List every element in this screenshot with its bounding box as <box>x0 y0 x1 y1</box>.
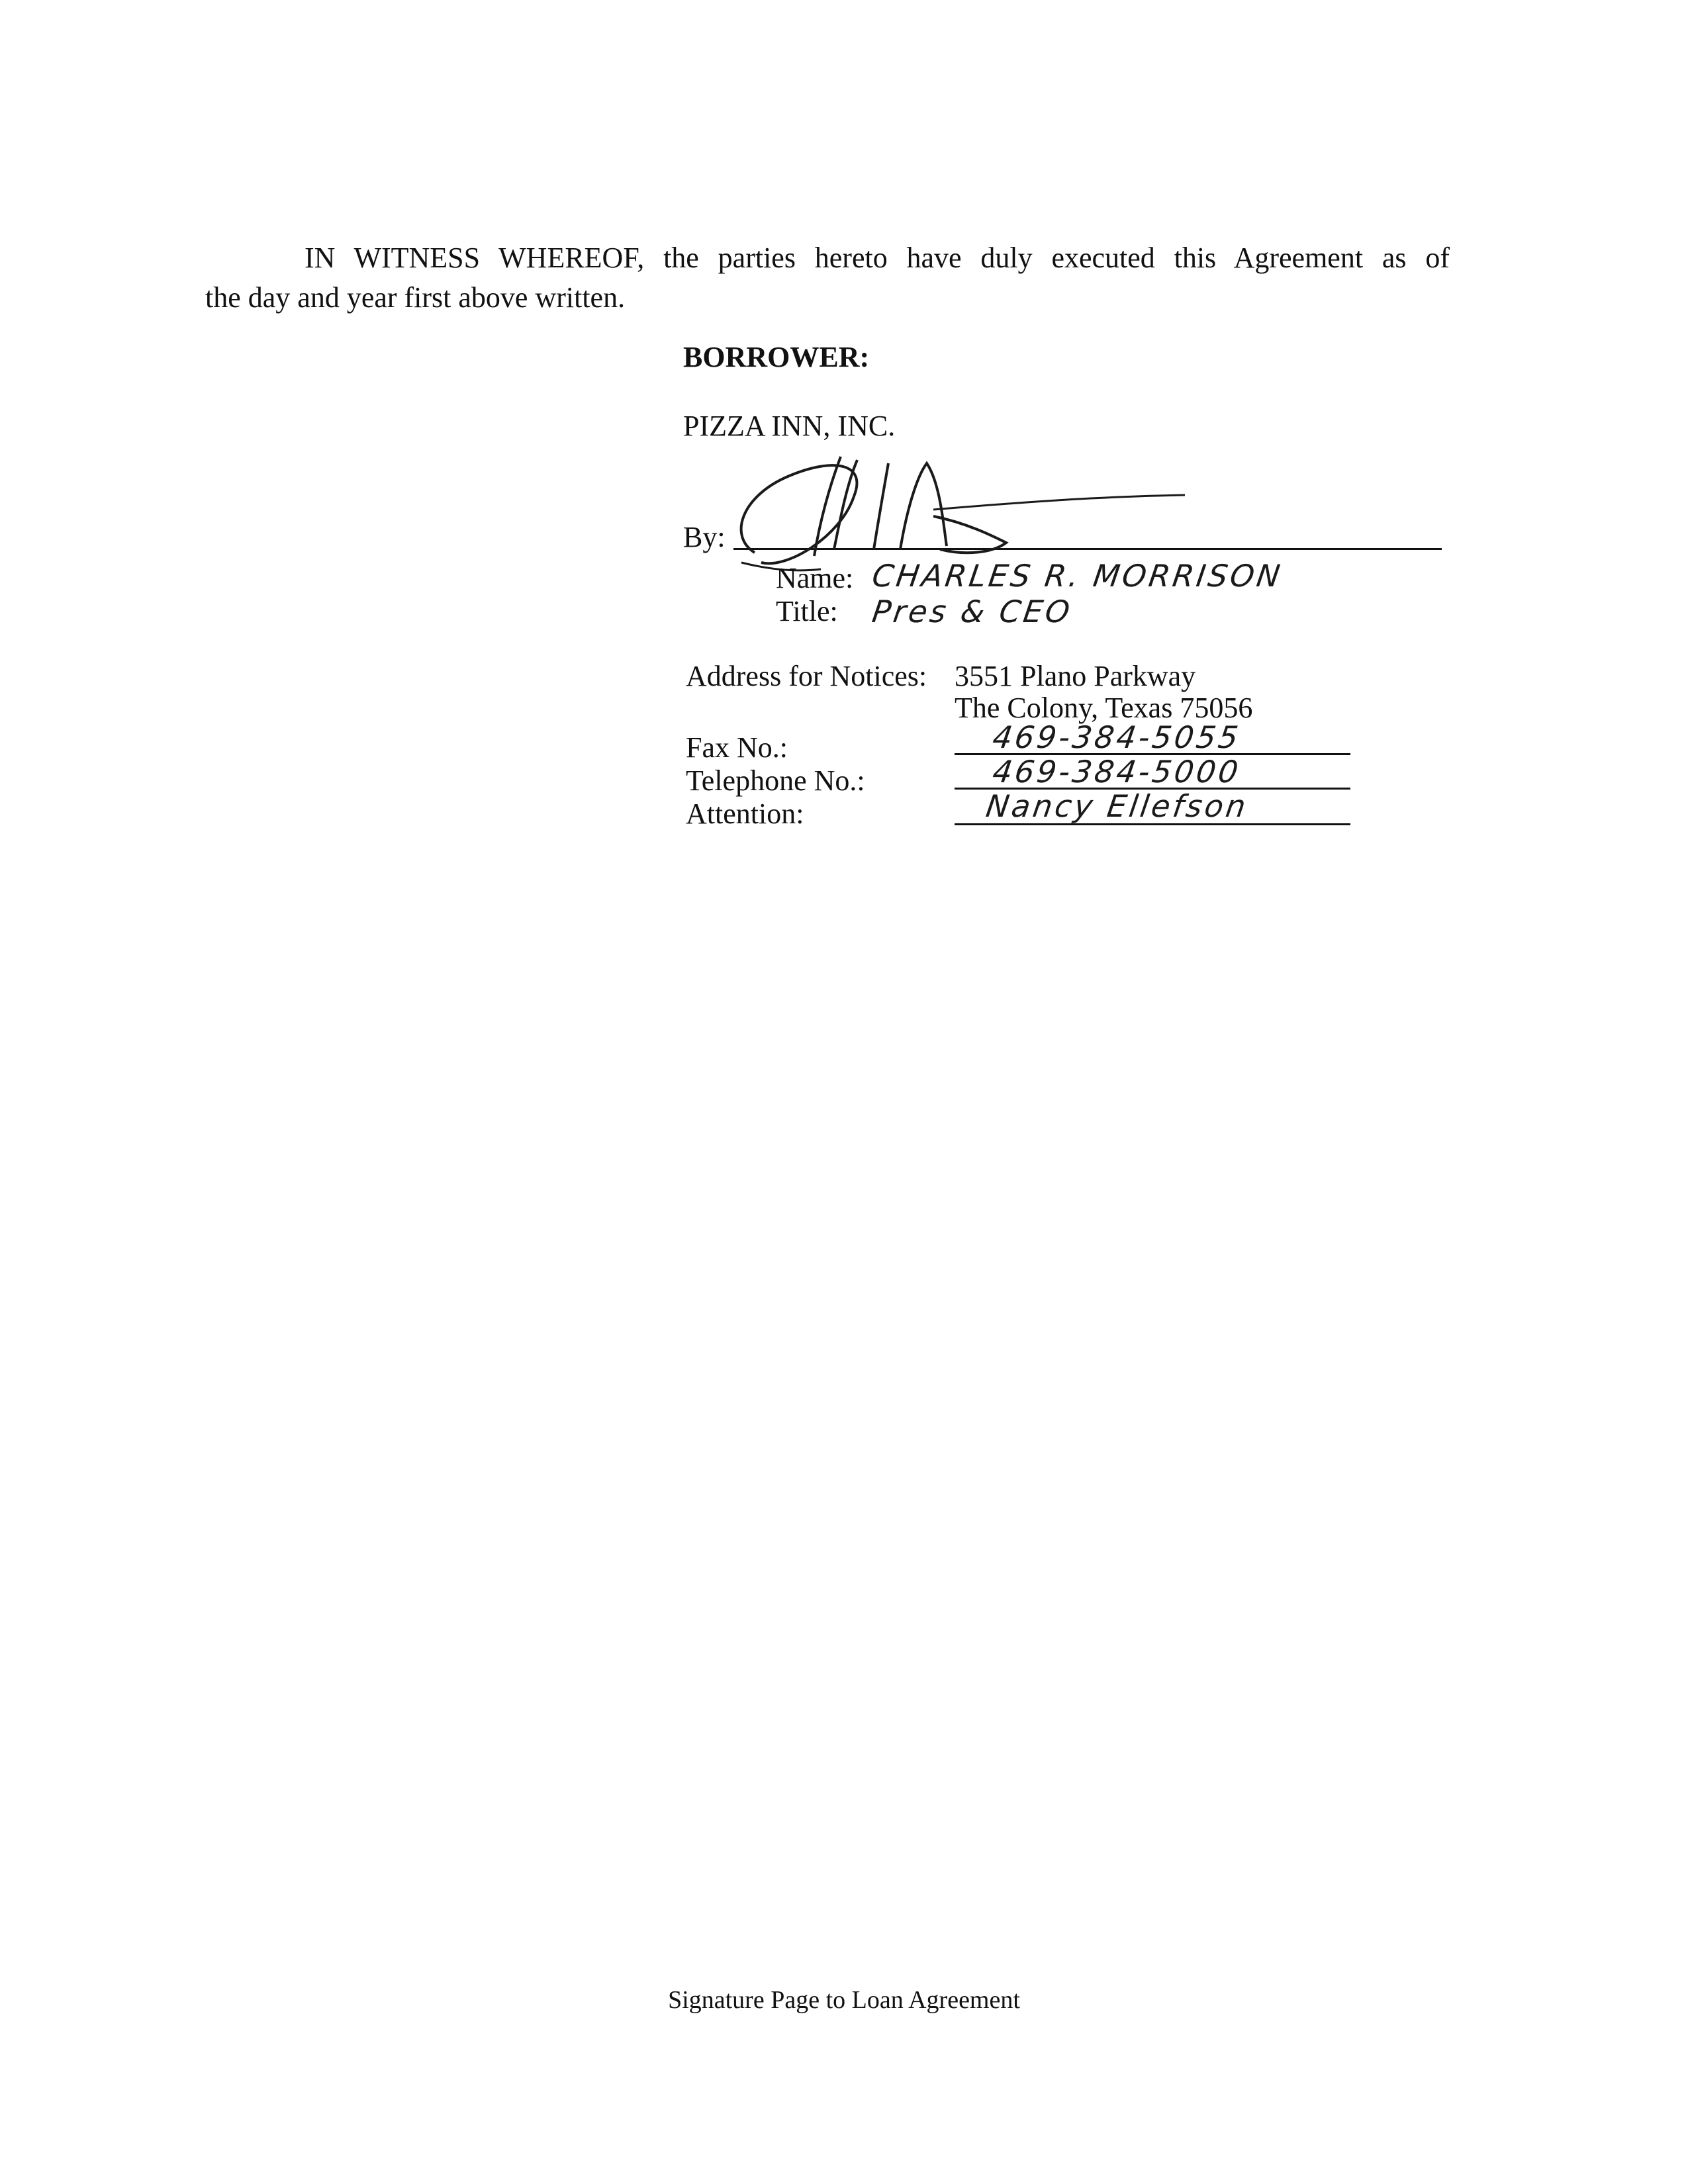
title-handwritten-value: Pres & CEO <box>870 594 1075 629</box>
witness-paragraph-line-2: the day and year first above written. <box>205 281 626 314</box>
telephone-handwritten-value: 469-384-5000 <box>990 754 1243 790</box>
telephone-label: Telephone No.: <box>686 764 865 797</box>
fax-label: Fax No.: <box>686 731 788 764</box>
page-footer: Signature Page to Loan Agreement <box>668 1986 1020 2014</box>
borrower-heading: BORROWER: <box>683 341 870 373</box>
address-line-1: 3551 Plano Parkway <box>955 660 1196 692</box>
address-label: Address for Notices: <box>686 660 927 692</box>
company-name: PIZZA INN, INC. <box>683 410 896 442</box>
name-label: Name: <box>776 562 854 594</box>
attention-label: Attention: <box>686 797 804 830</box>
attention-line <box>955 823 1350 825</box>
title-label: Title: <box>776 595 838 627</box>
address-line-2: The Colony, Texas 75056 <box>955 692 1253 724</box>
fax-handwritten-value: 469-384-5055 <box>990 719 1243 755</box>
witness-paragraph <box>205 238 1450 318</box>
name-handwritten-value: CHARLES R. MORRISON <box>870 558 1285 594</box>
witness-paragraph-line-1: IN WITNESS WHEREOF, the parties hereto have duly executed this Agreement as of <box>305 242 1450 274</box>
by-label: By: <box>683 521 726 553</box>
attention-handwritten-value: Nancy Ellefson <box>984 788 1251 824</box>
